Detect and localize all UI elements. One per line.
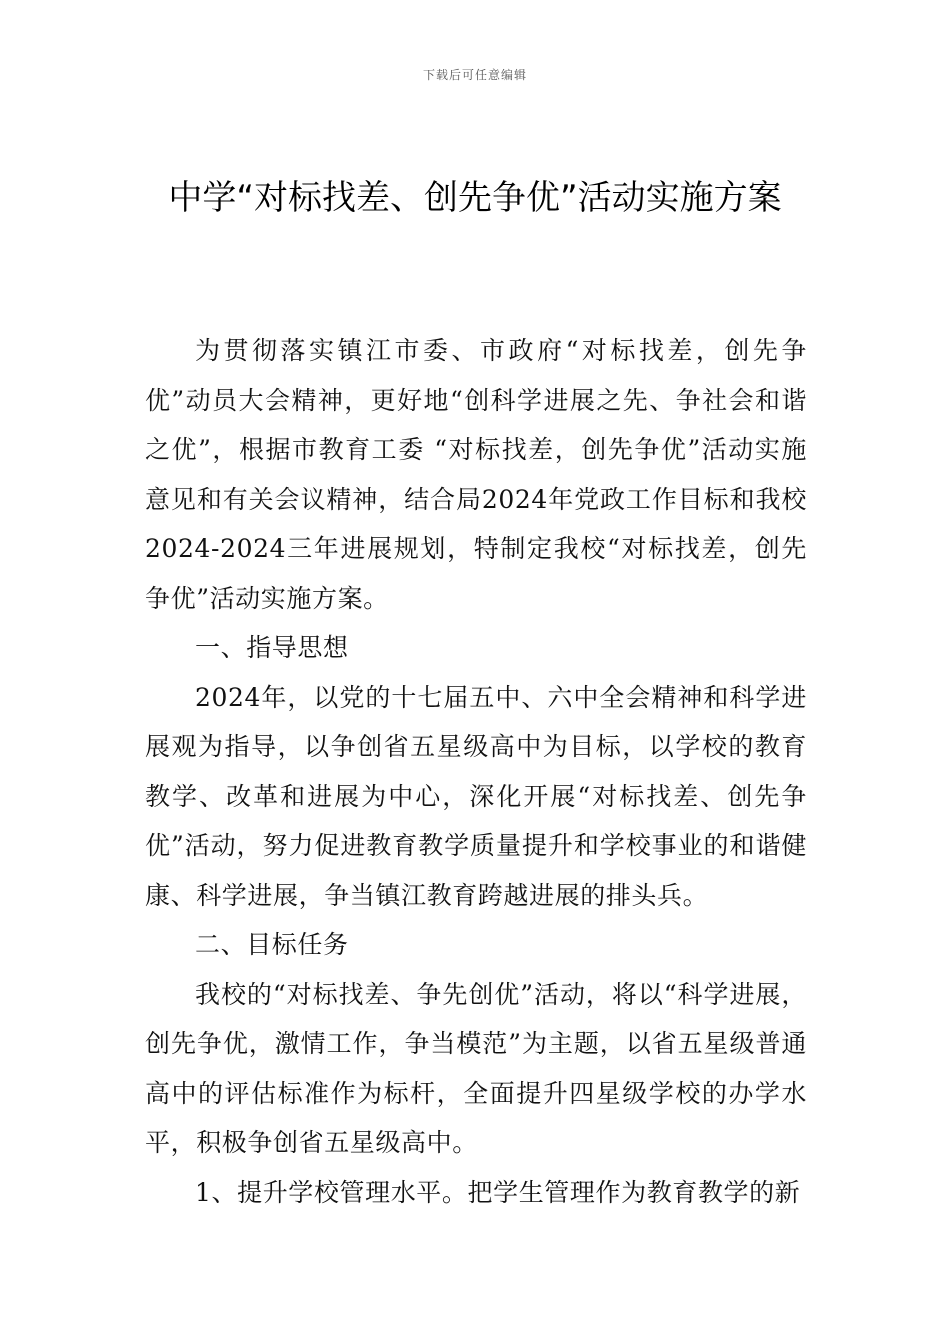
paragraph-intro: 为贯彻落实镇江市委、市政府“对标找差，创先争优”动员大会精神，更好地“创科学进展之先、争社会和谐之优”，根据市教育工委 “对标找差，创先争优”活动实施意见和有关会议精神，结合局2024年党政工作目标和我校2024-2024三年进展规划，特制定我校“对标找差，创先争优”活动实施方案。 xyxy=(145,336,807,613)
paragraph-goals-tasks: 我校的“对标找差、争先创优”活动，将以“科学进展，创先争优，激情工作，争当模范”为主题，以省五星级普通高中的评估标准作为标杆，全面提升四星级学校的办学水平，积极争创省五星级高中。 xyxy=(145,979,807,1157)
paragraph-item-1: 1、提升学校管理水平。把学生管理作为教育教学的新 xyxy=(195,1177,801,1207)
section-heading-goals-tasks: 二、目标任务 xyxy=(195,930,349,959)
document-body xyxy=(145,326,807,1217)
paragraph-guiding-thought: 2024年，以党的十七届五中、六中全会精神和科学进展观为指导，以争创省五星级高中为目标，以学校的教育教学、改革和进展为中心，深化开展“对标找差、创先争优”活动，努力促进教育教学质量提升和学校事业的和谐健康、科学进展，争当镇江教育跨越进展的排头兵。 xyxy=(145,682,807,910)
section-heading-guiding-thought: 一、指导思想 xyxy=(195,633,349,662)
document-title: 中学“对标找差、创先争优”活动实施方案 xyxy=(168,178,782,218)
header-note: 下载后可任意编辑 xyxy=(422,68,527,82)
